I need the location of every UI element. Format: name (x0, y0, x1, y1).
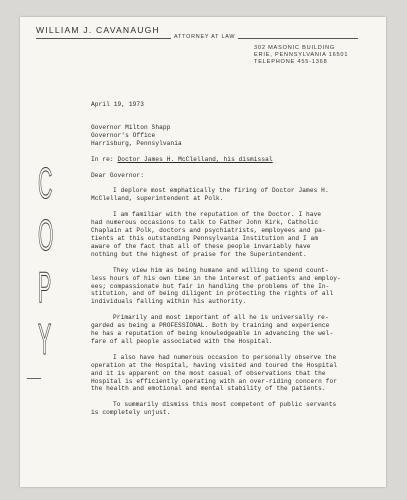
paragraph-line: They view him as being humane and willing to spend count- (113, 266, 329, 274)
address-line: 302 MASONIC BUILDING (254, 45, 335, 51)
letterhead-address (254, 45, 348, 67)
letter-paragraph (91, 267, 385, 307)
address-line: TELEPHONE 455-1368 (254, 59, 328, 66)
re-label: In re: (91, 155, 114, 163)
letter-paragraph (91, 354, 385, 394)
paragraph-line: Hospital is efficiently operating with an over-riding concern for (91, 377, 338, 385)
recipient-block (91, 124, 385, 148)
paragraph-line: I deplore most emphatically the firing of Doctor James H. (113, 187, 329, 195)
recipient-line: Governor Milton Shapp (91, 123, 171, 131)
copy-stamp (33, 158, 54, 366)
paragraphs (91, 187, 385, 417)
address-line: ERIE, PENNSYLVANIA 16501 (254, 52, 349, 59)
copy-stamp-letter: O (37, 211, 54, 260)
copy-stamp-letter: Y (37, 315, 52, 364)
paragraph-line: nothing but the highest of praise for the Superintendent. (91, 250, 307, 258)
letterhead-title: ATTORNEY AT LAW (171, 34, 238, 40)
letter-paragraph (91, 211, 385, 258)
paragraph-line: less hours of his own time in the interest of patients and employ- (91, 274, 341, 282)
recipient-line: Governor's Office (91, 131, 156, 139)
paragraph-line: McClelland, superintendent at Polk. (91, 195, 224, 203)
paragraph-line: operation at the Hospital, having visited and toured the Hospital (91, 361, 338, 369)
paragraph-line: he has a reputation of being knowledgeable in advancing the wel- (91, 330, 334, 338)
recipient-line: Harrisburg, Pennsylvania (91, 139, 182, 147)
re-line (91, 156, 385, 164)
greeting: Dear Governor: (91, 171, 144, 179)
paragraph-line: and it is apparent on the most casual of observations that the (91, 369, 326, 377)
copy-stamp-rule (27, 378, 41, 379)
letter-body (91, 101, 385, 417)
paragraph-line: ees; compassionate but fair in handling the problems of the In- (91, 282, 330, 290)
paragraph-line: is completely unjust. (91, 409, 171, 417)
letter-paragraph (91, 401, 385, 417)
letter-date: April 19, 1973 (91, 101, 144, 108)
letter-paragraph (91, 187, 385, 203)
paragraph-line: garded as being a PROFESSIONAL. Both by training and experience (91, 322, 330, 330)
copy-stamp-letter: C (37, 159, 53, 208)
letter-paragraph (91, 314, 385, 346)
paragraph-line: I am familiar with the reputation of the Doctor. I have (113, 211, 322, 219)
paragraph-line: To summarily dismiss this most competent of public servants (113, 401, 337, 409)
paragraph-line: Chaplain at Polk, doctors and psychiatrists, employees and pa- (91, 227, 326, 235)
paragraph-line: I also have had numerous occasion to personally observe the (113, 353, 337, 361)
paragraph-line: tients at this outstanding Pennsylvania Institution and I am (91, 234, 319, 242)
paragraph-line: the health and emotional and mental stability of the patients. (91, 385, 326, 393)
paragraph-line: Primarily and most important of all he is universally re- (113, 314, 329, 322)
paragraph-line: fare of all people associated with the Hospital. (91, 337, 273, 345)
paragraph-line: had numerous occasions to talk to Father John Kirk, Catholic (91, 219, 319, 227)
paragraph-line: individuals falling within his authority. (91, 298, 247, 306)
letterhead-name: WILLIAM J. CAVANAUGH (36, 25, 160, 35)
copy-stamp-letter: P (37, 263, 52, 312)
re-subject: Doctor James H. McClelland, his dismissal (117, 155, 273, 163)
paragraph-line: aware of the fact that all of these people invariably have (91, 242, 311, 250)
paragraph-line: stitution, and of being diligent in protecting the rights of all (91, 290, 334, 298)
